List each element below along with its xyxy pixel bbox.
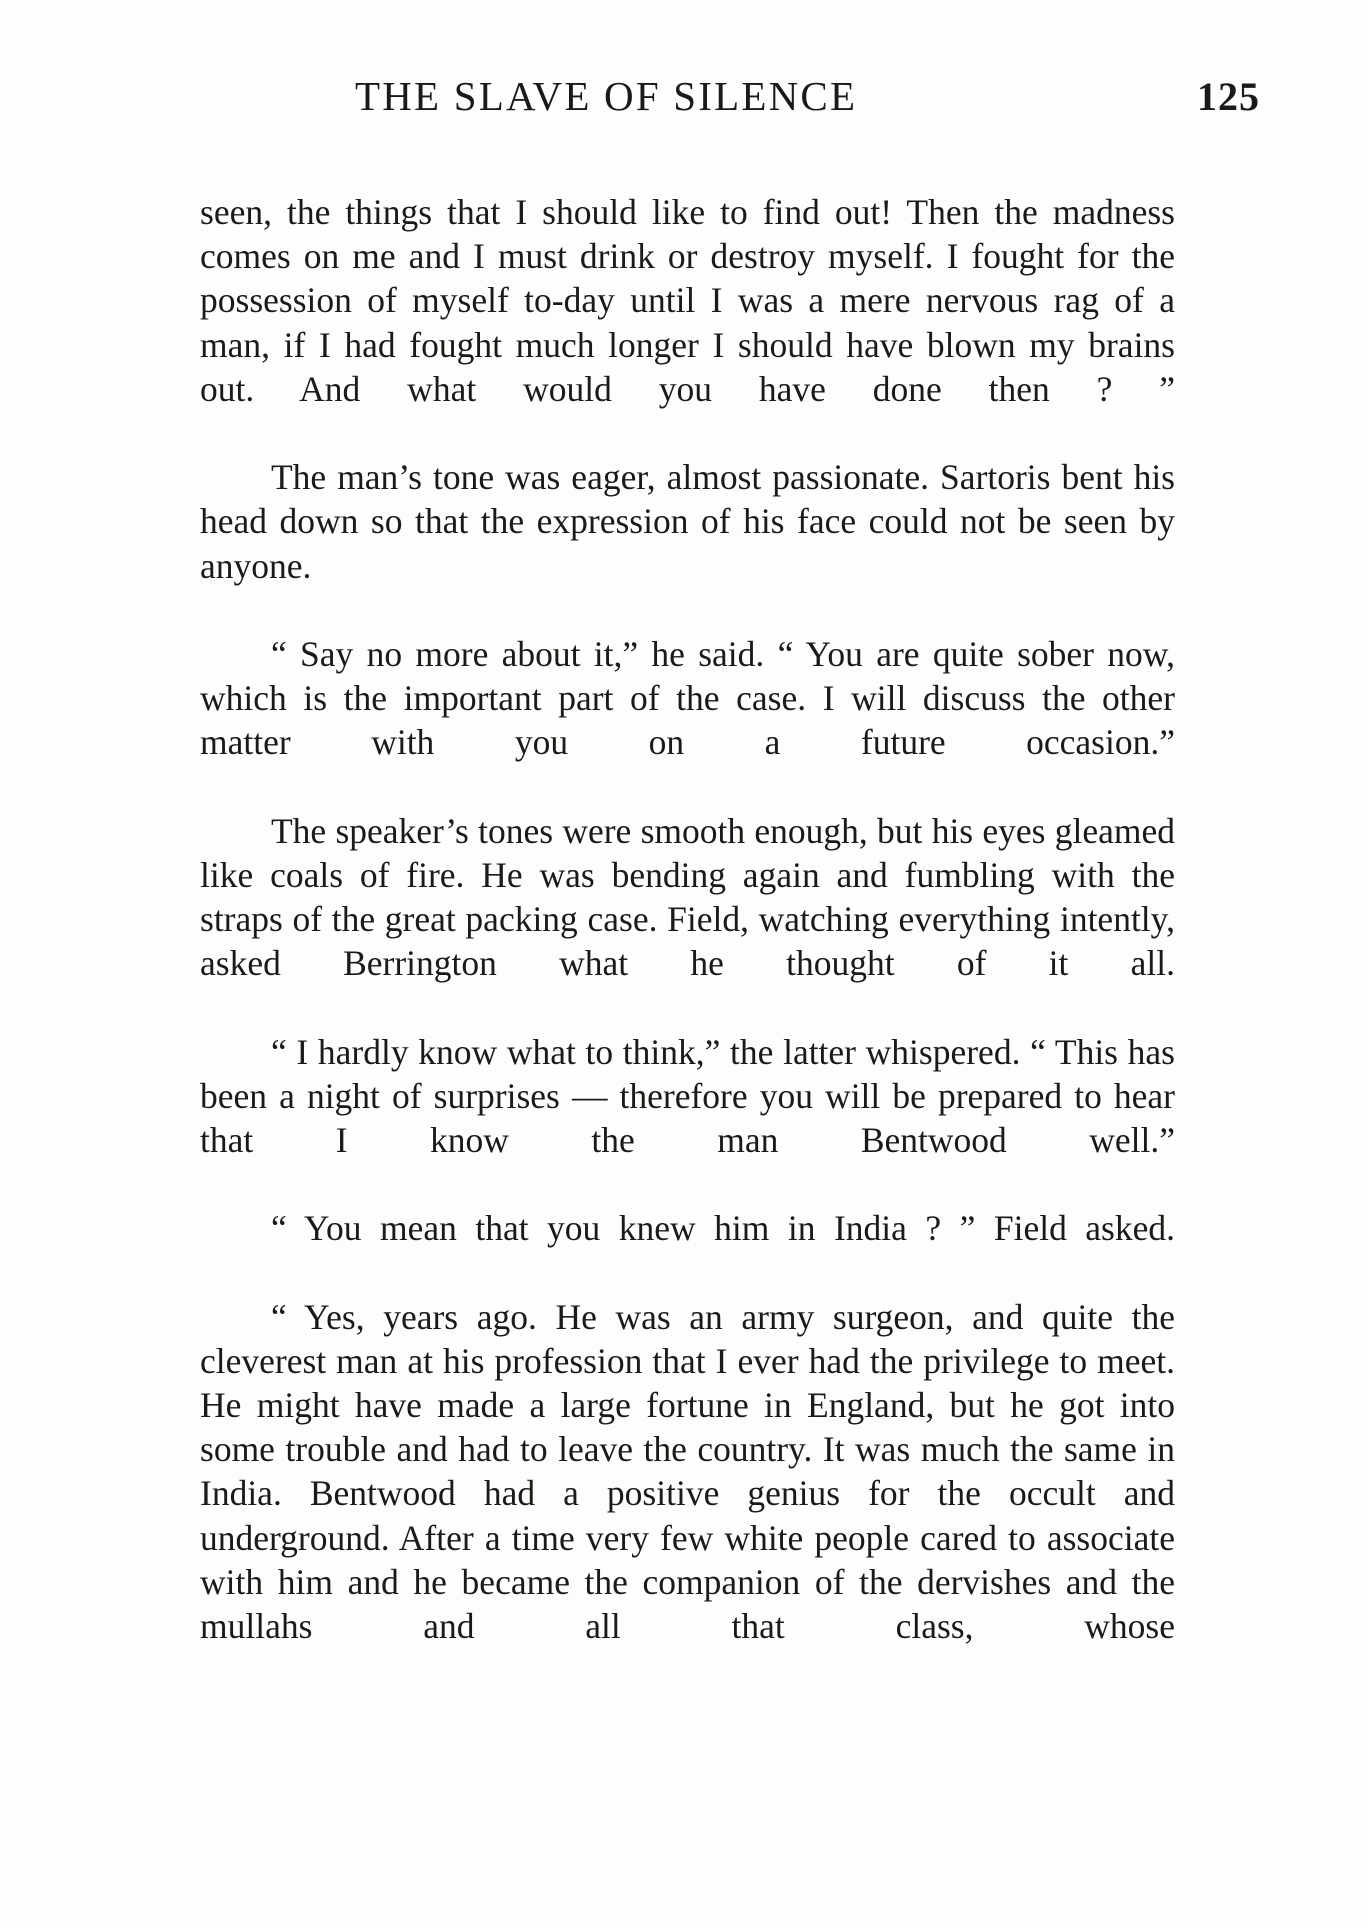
- paragraph: seen, the things that I should like to find out! Then the madness comes on me and I must drink or destroy myself. I fought for the possession of myself to-day until I was a mere nervous rag of a man, if I had fought much longer I should have blown my brains out. And what would you have done then ? ”: [200, 192, 1175, 409]
- paragraph: “ Say no more about it,” he said. “ You are quite sober now, which is the important part of the case. I will discuss the other matter with you on a future occasion.”: [200, 633, 1175, 763]
- paragraph: The speaker’s tones were smooth enough, but his eyes gleamed like coals of fire. He was bending again and fumbling with the straps of the great packing case. Field, watching everything intently, asked Berrington what he thought of it all.: [200, 810, 1175, 984]
- paragraph: “ You mean that you knew him in India ? ” Field asked.: [271, 1208, 1175, 1249]
- running-title: THE SLAVE OF SILENCE: [355, 73, 858, 119]
- page-body: [200, 190, 1175, 1692]
- page-header: [200, 72, 1260, 120]
- paragraph: The man’s tone was eager, almost passionate. Sartoris bent his head down so that the expression of his face could not be seen by anyone.: [200, 457, 1175, 586]
- paragraph: “ I hardly know what to think,” the latter whispered. “ This has been a night of surprises — therefore you will be prepared to hear that I know the man Bentwood well.”: [200, 1031, 1175, 1160]
- paragraph: “ Yes, years ago. He was an army surgeon, and quite the cleverest man at his profession that I ever had the privilege to meet. He might have made a large fortune in England, but he got into some trouble and had to leave the country. It was much the same in India. Bentwood had a positive genius for the occult and underground. After a time very few white people cared to associate with him and he became the companion of the dervishes and the mullahs and all that class, whose: [200, 1296, 1175, 1646]
- page-number: 125: [1197, 74, 1260, 119]
